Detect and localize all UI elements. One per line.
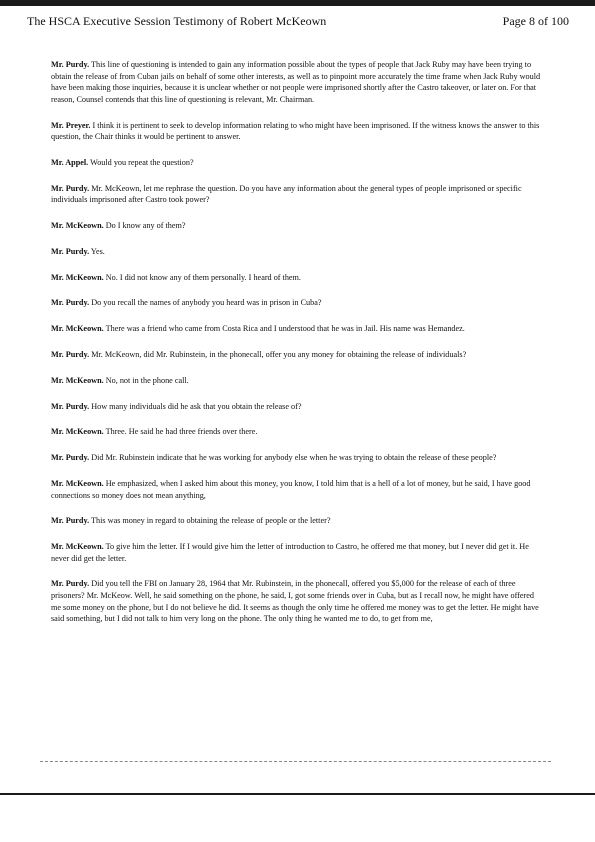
paragraph-text: He emphasized, when I asked him about this money, you know, I told him that is a hell of a lot of money, but he said, I have good connections so money does not mean anything, [51, 478, 531, 500]
speaker-name: Mr. Purdy. [51, 246, 90, 256]
document-title: The HSCA Executive Session Testimony of Robert McKeown [27, 14, 327, 28]
testimony-paragraph [51, 323, 545, 335]
testimony-paragraph [51, 426, 545, 438]
speaker-name: Mr. McKeown. [51, 478, 104, 488]
page-number: Page 8 of 100 [502, 14, 569, 28]
testimony-paragraph [51, 375, 545, 387]
testimony-paragraph [51, 120, 545, 143]
speaker-name: Mr. McKeown. [51, 324, 104, 334]
speaker-name: Mr. Purdy. [51, 298, 90, 308]
testimony-paragraph [51, 59, 545, 105]
speaker-name: Mr. McKeown. [51, 375, 104, 385]
speaker-name: Mr. Purdy. [51, 516, 90, 526]
speaker-name: Mr. McKeown. [51, 427, 104, 437]
paragraph-text: Three. He said he had three friends over there. [105, 427, 258, 437]
paragraph-text: This line of questioning is intended to gain any information possible about the types of people that Jack Ruby may have been trying to obtain the release of from Cuban jails on behalf of some other interests, as well as to pinpoint more accurately the time frame when Jack Ruby would have been making those inquiries, because it is unclear whether or not people were imprisoned shortly after the Castro takeover, or later on. For that reason, Counsel contends that this line of questioning is relevant, Mr. Chairman. [51, 60, 541, 104]
speaker-name: Mr. McKeown. [51, 221, 104, 231]
speaker-name: Mr. Appel. [51, 157, 89, 167]
paragraph-text: This was money in regard to obtaining the release of people or the letter? [91, 516, 331, 526]
speaker-name: Mr. Preyer. [51, 120, 91, 130]
paragraph-text: Yes. [90, 246, 105, 256]
testimony-paragraph [51, 183, 545, 206]
paragraph-text: To give him the letter. If I would give him the letter of introduction to Castro, he offered me that money, but I never did get it. He never did get the letter. [51, 542, 529, 563]
speaker-name: Mr. Purdy. [51, 579, 90, 589]
paragraph-text: Do you recall the names of anybody you heard was in prison in Cuba? [91, 298, 322, 308]
testimony-paragraph [51, 220, 545, 232]
testimony-paragraph [51, 157, 545, 169]
paragraph-text: Did you tell the FBI on January 28, 1964 that Mr. Rubinstein, in the phonecall, offered you $5,000 for the release of each of three prisoners? Mr. McKeow. Well, he said something on the phone, he said, I, got some friends over in Cuba, but as I recall now, he might have offered me some money on the phone, but I do not believe he did. It seems as though the only time he offered me money was to get the letter. He might have said something, but I did not talk to him very long on the phone. The only thing he wanted me to do, to get from me, [51, 579, 539, 624]
paragraph-text: I think it is pertinent to seek to develop information relating to who might have been imprisoned. If the witness knows the answer to this question, the Chair thinks it would be pertinent to answer. [51, 120, 540, 142]
paragraph-text: Would you repeat the question? [90, 157, 194, 167]
paragraph-text: There was a friend who came from Costa Rica and I understood that he was in Jail. His name was Hemandez. [105, 324, 465, 334]
page-header [27, 14, 569, 29]
bottom-rule [0, 793, 595, 795]
paragraph-text: Do I know any of them? [105, 221, 186, 231]
testimony-paragraph [51, 246, 545, 258]
testimony-paragraph [51, 515, 545, 527]
speaker-name: Mr. Purdy. [51, 350, 90, 359]
paragraph-text: No. I did not know any of them personally. I heard of them. [105, 272, 301, 282]
paragraph-text: Mr. McKeown, did Mr. Rubinstein, in the phonecall, offer you any money for obtaining the release of individuals? [91, 350, 467, 359]
paragraph-text: How many individuals did he ask that you obtain the release of? [91, 401, 302, 411]
speaker-name: Mr. Purdy. [51, 60, 90, 69]
speaker-name: Mr. McKeown. [51, 272, 104, 282]
cutoff-divider [40, 761, 551, 762]
testimony-paragraph [51, 272, 545, 284]
testimony-paragraph [51, 349, 545, 361]
paragraph-text: Did Mr. Rubinstein indicate that he was working for anybody else when he was trying to obtain the release of these people? [91, 453, 497, 463]
paragraph-text: Mr. McKeown, let me rephrase the question. Do you have any information about the general types of people imprisoned or specific individuals imprisoned after Castro took power? [51, 183, 522, 205]
speaker-name: Mr. McKeown. [51, 542, 104, 552]
testimony-paragraph [51, 541, 545, 564]
top-rule [0, 0, 595, 6]
testimony-paragraph [51, 578, 545, 624]
testimony-paragraph [51, 297, 545, 309]
testimony-paragraph [51, 452, 545, 464]
testimony-body [51, 59, 545, 639]
speaker-name: Mr. Purdy. [51, 453, 90, 463]
testimony-paragraph [51, 478, 545, 501]
testimony-paragraph [51, 401, 545, 413]
speaker-name: Mr. Purdy. [51, 401, 90, 411]
speaker-name: Mr. Purdy. [51, 183, 90, 193]
paragraph-text: No, not in the phone call. [105, 375, 189, 385]
